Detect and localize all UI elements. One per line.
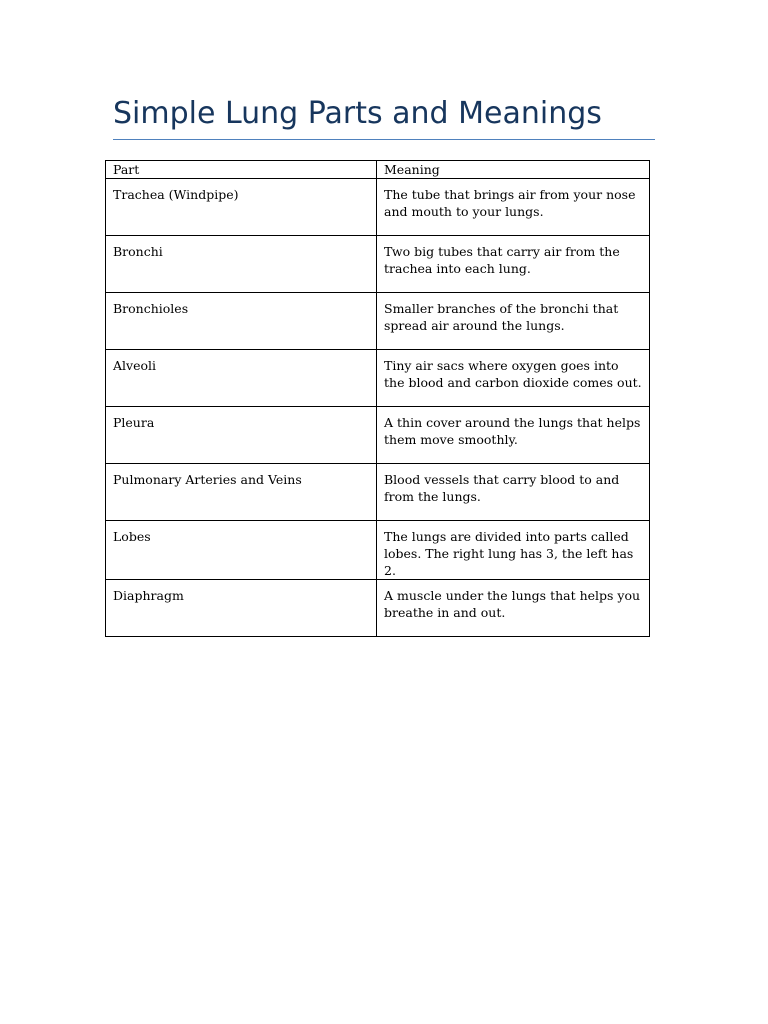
part-cell: Diaphragm (106, 580, 377, 637)
meaning-cell: A thin cover around the lungs that helps them move smoothly. (377, 407, 650, 464)
part-cell: Trachea (Windpipe) (106, 179, 377, 236)
part-cell: Lobes (106, 521, 377, 580)
part-cell: Bronchioles (106, 293, 377, 350)
table-row (106, 236, 650, 293)
part-cell: Alveoli (106, 350, 377, 407)
column-header-part: Part (106, 161, 377, 179)
table-row (106, 464, 650, 521)
document-title: Simple Lung Parts and Meanings (113, 96, 602, 131)
table-row (106, 407, 650, 464)
meaning-cell: A muscle under the lungs that helps you breathe in and out. (377, 580, 650, 637)
column-header-meaning: Meaning (377, 161, 650, 179)
part-cell: Bronchi (106, 236, 377, 293)
table-row (106, 580, 650, 637)
part-cell: Pulmonary Arteries and Veins (106, 464, 377, 521)
meaning-cell: The lungs are divided into parts called lobes. The right lung has 3, the left has 2. (377, 521, 650, 580)
table-row (106, 350, 650, 407)
title-underline (113, 139, 655, 140)
part-cell: Pleura (106, 407, 377, 464)
table-row (106, 293, 650, 350)
meaning-cell: Tiny air sacs where oxygen goes into the blood and carbon dioxide comes out. (377, 350, 650, 407)
meaning-cell: Two big tubes that carry air from the trachea into each lung. (377, 236, 650, 293)
table-row (106, 179, 650, 236)
table-header-row (106, 161, 650, 179)
meaning-cell: Smaller branches of the bronchi that spread air around the lungs. (377, 293, 650, 350)
lung-parts-table (105, 160, 650, 637)
meaning-cell: Blood vessels that carry blood to and from the lungs. (377, 464, 650, 521)
meaning-cell: The tube that brings air from your nose and mouth to your lungs. (377, 179, 650, 236)
table-row (106, 521, 650, 580)
